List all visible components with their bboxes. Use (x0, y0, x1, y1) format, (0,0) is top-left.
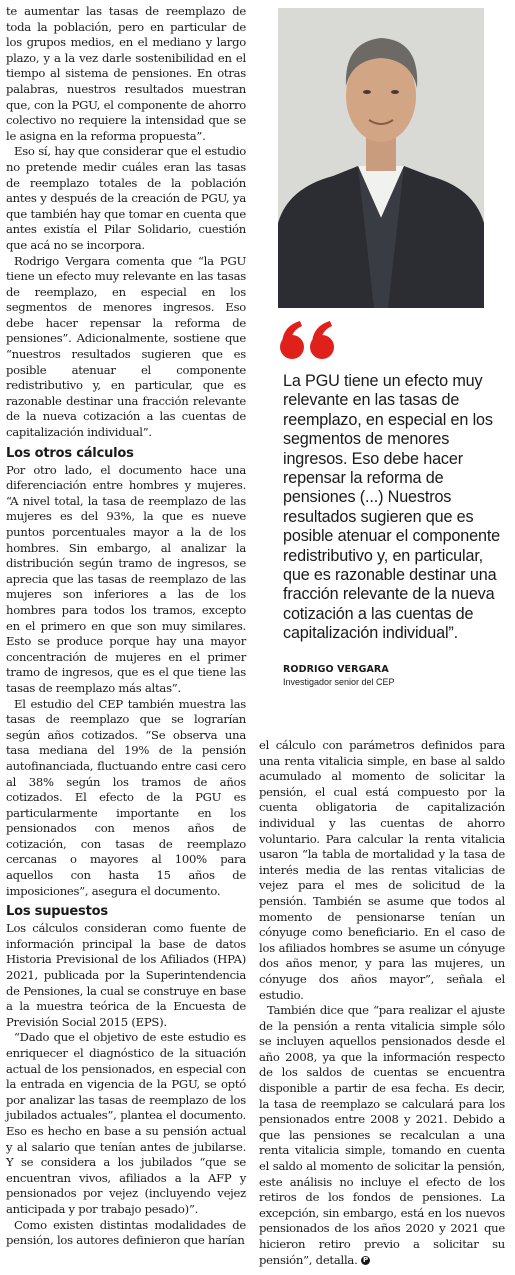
pull-quote-role: Investigador senior del CEP (283, 677, 395, 687)
portrait-illustration (278, 8, 484, 308)
article-paragraph: el cálculo con parámetros definidos para una renta vitalicia simple, en base al saldo acumulado al momento de solicitar la pensión, el cual está compuesto por la cuenta obligatoria de capitalización individual y las cuentas de ahorro voluntario. Para calcular la renta vitalicia usaron “la tabla de mortalidad y la tasa de interés media de las rentas vitalicias de vejez para el mes de solicitud de la pensión. También se asume que todos al momento de pensionarse tenían un cónyuge como beneficiario. En el caso de los afiliados hombres se asume un cónyuge dos años menor, y para las mujeres, un cónyuge dos años mayor”, señala el estudio. (259, 738, 505, 1002)
article-paragraph-last (259, 1003, 505, 1268)
article-paragraph: Por otro lado, el documento hace una diferenciación entre hombres y mujeres. “A nivel total, la tasa de reemplazo de las mujeres es del 93%, la que es nueve puntos porcentuales mayor a la de los hombres. Sin embargo, al analizar la distribución según tramo de ingresos, se aprecia que las tasas de reemplazo de las mujeres son inferiores a las de los hombres para todos los tramos, excepto en el primero en que son muy similares. Esto se produce porque hay una mayor concentración de mujeres en el primer tramo de ingresos, que es el que tiene las tasas de reemplazo más altas”. (6, 462, 246, 695)
article-paragraph: Los cálculos consideran como fuente de información principal la base de datos Historia Previsional de los Afiliados (HPA) 2021, publicada por la Superintendencia de Pensiones, la cual se construye en base a la muestra teórica de la Encuesta de Previsión Social 2015 (EPS). (6, 921, 246, 1029)
article-paragraph: Eso sí, hay que considerar que el estudio no pretende medir cuáles eran las tasas de reemplazo totales de la población antes y después de la creación de PGU, ya que también hay que tomar en cuenta que antes existía el Pilar Solidario, cuestión que acá no se incorpora. (6, 144, 246, 252)
end-of-article-icon: P (361, 1256, 370, 1265)
quote-mark-icon (278, 320, 340, 360)
article-right-column (259, 738, 505, 1268)
section-heading-supuestos: Los supuestos (6, 904, 108, 920)
article-paragraph: Rodrigo Vergara comenta que “la PGU tiene un efecto muy relevante en las tasas de reemplazo, en especial en los segmentos de menores ingresos. Eso debe hacer repensar la reforma de pensiones”. Adicionalmente, sostiene que “nuestros resultados sugieren que es posible atenuar el componente redistributivo y, en particular, que es razonable destinar una fracción relevante de la nueva cotización a las cuentas de capitalización individual”. (6, 253, 246, 440)
article-paragraph: Como existen distintas modalidades de pensión, los autores definieron que harían (6, 1217, 246, 1248)
pull-quote-author: RODRIGO VERGARA (283, 664, 389, 675)
portrait-photo (278, 8, 484, 308)
article-paragraph: El estudio del CEP también muestra las tasas de reemplazo que se lograrían según años cotizados. “Se observa una tasa mediana del 19% de la pensión autofinanciada, fluctuando entre casi cero al 38% según los tramos de años cotizados. El efecto de la PGU es particularmente importante en los pensionados con menos años de cotización, con tasas de reemplazo cercanas o mayores al 100% para aquellos con hasta 15 años de imposiciones”, asegura el documento. (6, 696, 246, 898)
article-left-column (6, 4, 246, 1249)
article-paragraph-text: También dice que “para realizar el ajuste de la pensión a renta vitalicia simple sólo se incluyen aquellos pensionados desde el año 2008, ya que la información respecto de los saldos de cuentas se encuentra disponible a partir de esa fecha. Es decir, la tasa de reemplazo se calculará para los pensionados entre 2008 y 2021. Debido a que las pensiones se recalculan a una renta vitalicia simple, tomando en cuenta el saldo al momento de solicitar la pensión, este análisis no incluye el efecto de los retiros de los fondos de pensiones. La excepción, sin embargo, está en los nuevos pensionados de los años 2020 y 2021 que hicieron retiro previo a solicitar su pensión”, detalla. (259, 1003, 505, 1267)
article-paragraph: “Dado que el objetivo de este estudio es enriquecer el diagnóstico de la situación actual de los pensionados, en especial con la entrada en vigencia de la PGU, se optó por analizar las tasas de reemplazo de los jubilados actuales”, plantea el documento. Eso es hecho en base a su pensión actual y al salario que tenían antes de jubilarse. Y se considera a los jubilados “que se encuentran vivos, afiliados a la AFP y pensionados por vejez (incluyendo vejez anticipada y por trabajo pesado)”. (6, 1030, 246, 1216)
pull-quote-text: La PGU tiene un efecto muy relevante en las tasas de reemplazo, en especial en los segmentos de menores ingresos. Eso debe hacer repensar la reforma de pensiones (...) Nuestros resultados sugieren que es posible atenuar el componente redistributivo y, en particular, que es razonable destinar una fracción relevante de la nueva cotización a las cuentas de capitalización individual”. (283, 372, 501, 643)
article-paragraph: te aumentar las tasas de reemplazo de toda la población, pero en particular de los grupos medios, en el mediano y largo plazo, y a la vez darle sostenibilidad en el tiempo al sistema de pensiones. En otras palabras, nuestros resultados muestran que, con la PGU, el componente de ahorro colectivo no requiere la intensidad que se le asigna en la reforma propuesta”. (6, 4, 246, 143)
section-heading-otros-calculos: Los otros cálculos (6, 445, 134, 461)
